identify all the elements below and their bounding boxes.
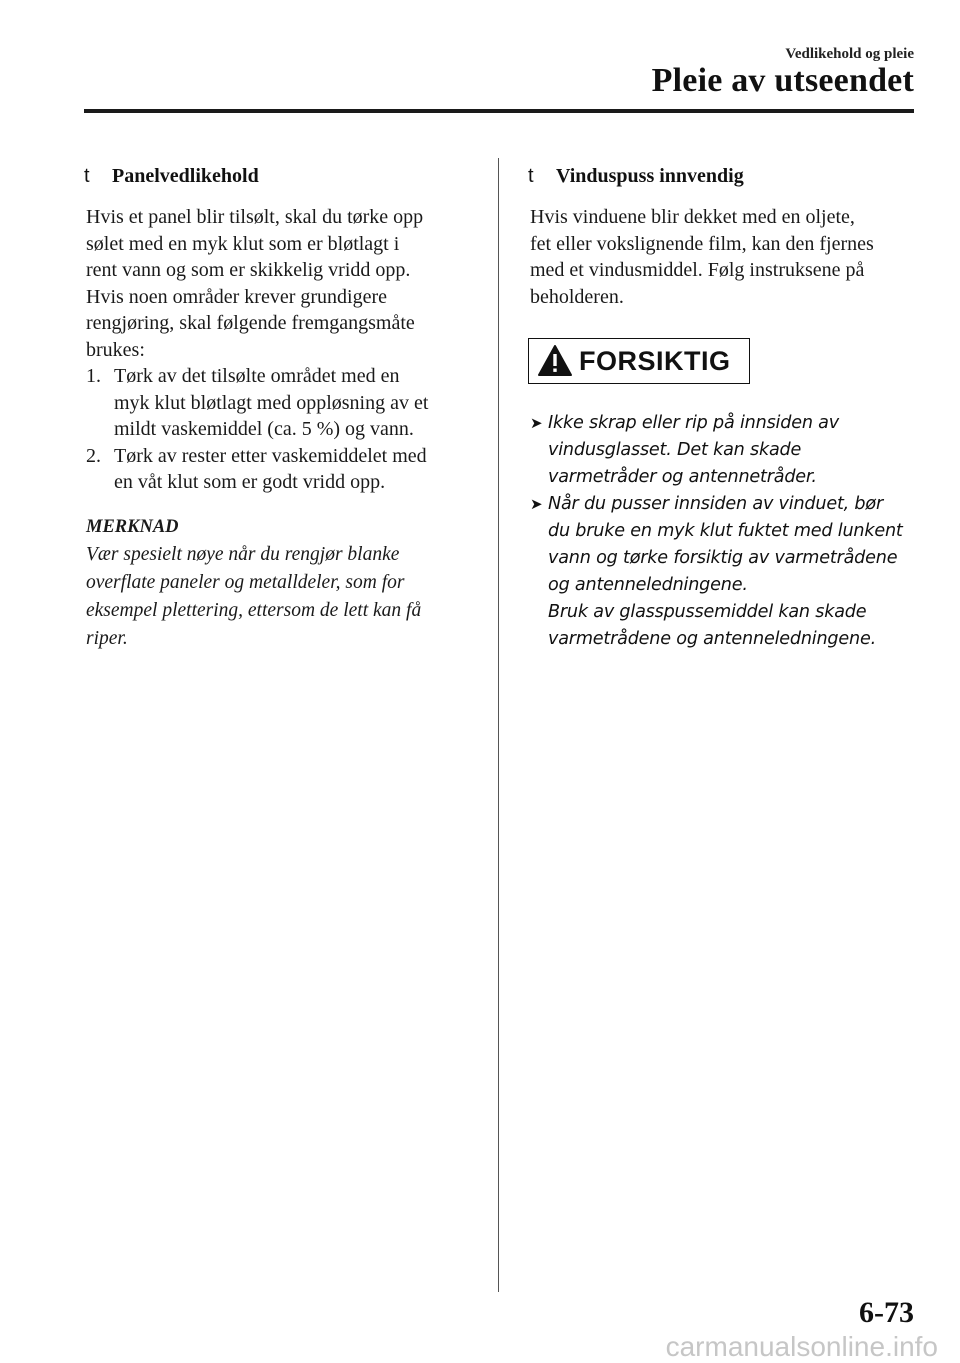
note-line: overflate paneler og metalldeler, som for	[86, 571, 405, 593]
window-body-text	[528, 204, 920, 310]
step-line: Tørk av det tilsølte området med en	[114, 365, 400, 387]
step-number: 1.	[86, 365, 101, 387]
step-line: mildt vaskemiddel (ca. 5 %) og vann.	[114, 418, 414, 440]
panel-body-text	[84, 204, 474, 496]
caution-line: du bruke en myk klut fuktet med lunkent	[548, 521, 903, 541]
step-line: myk klut bløtlagt med oppløsning av et	[114, 391, 429, 414]
footer-watermark: carmanualsonline.info	[665, 1331, 938, 1362]
caution-line: Når du pusser innsiden av vinduet, bør	[548, 494, 883, 514]
section-bullet-icon: t	[528, 165, 534, 187]
column-divider	[498, 158, 499, 1292]
paragraph-line: beholderen.	[530, 285, 624, 308]
note-title: MERKNAD	[86, 516, 179, 537]
paragraph-line: brukes:	[86, 338, 145, 361]
paragraph-line: sølet med en myk klut som er bløtlagt i	[86, 232, 400, 255]
paragraph-line: rengjøring, skal følgende fremgangsmåte	[86, 312, 415, 334]
caution-item	[528, 491, 920, 653]
caution-line: vindusglasset. Det kan skade	[548, 440, 802, 460]
step-item	[86, 363, 474, 443]
caution-line: vann og tørke forsiktig av varmetrådene	[548, 548, 898, 568]
caution-item	[528, 410, 920, 491]
caution-line: Bruk av glasspussemiddel kan skade	[548, 602, 867, 622]
step-number: 2.	[86, 444, 101, 467]
section-heading-window	[528, 162, 920, 190]
page-title: Pleie av utseendet	[651, 62, 914, 99]
section-heading-label: Panelvedlikehold	[112, 165, 259, 187]
left-column	[84, 162, 474, 653]
note-line: riper.	[86, 627, 128, 649]
paragraph-line: rent vann og som er skikkelig vridd opp.	[86, 259, 411, 281]
caution-line: varmetråder og antennetråder.	[548, 467, 817, 487]
page-number: 6-73	[859, 1296, 914, 1329]
section-bullet-icon: t	[84, 165, 90, 187]
header-rule	[84, 109, 914, 113]
header-subtitle: Vedlikehold og pleie	[785, 46, 914, 62]
caution-line: og antenneledningene.	[548, 575, 748, 595]
caution-line: varmetrådene og antenneledningene.	[548, 629, 876, 649]
step-item	[86, 443, 474, 496]
paragraph-line: fet eller vokslignende film, kan den fjernes	[530, 232, 874, 255]
caution-box	[528, 338, 750, 384]
caution-line: Ikke skrap eller rip på innsiden av	[548, 413, 839, 433]
caution-list	[528, 410, 920, 653]
caution-label: FORSIKTIG	[579, 346, 731, 376]
step-line: Tørk av rester etter vaskemiddelet med	[114, 444, 427, 467]
arrow-bullet-icon: ➤	[530, 495, 543, 513]
note-block	[84, 513, 474, 653]
right-column	[528, 162, 920, 669]
paragraph-line: Hvis vinduene blir dekket med en oljete,	[530, 206, 855, 228]
section-heading-panel	[84, 162, 474, 190]
note-line: Vær spesielt nøye når du rengjør blanke	[86, 543, 400, 565]
section-heading-label: Vinduspuss innvendig	[556, 165, 744, 187]
note-line: eksempel plettering, ettersom de lett kan få	[86, 599, 422, 621]
paragraph-line: Hvis et panel blir tilsølt, skal du tørke opp	[86, 206, 424, 228]
arrow-bullet-icon: ➤	[530, 414, 543, 432]
warning-triangle-icon	[537, 344, 573, 377]
step-line: en våt klut som er godt vridd opp.	[114, 471, 386, 493]
steps-list	[86, 363, 474, 496]
paragraph-line: med et vindusmiddel. Følg instruksene på	[530, 259, 865, 281]
paragraph-line: Hvis noen områder krever grundigere	[86, 285, 387, 308]
